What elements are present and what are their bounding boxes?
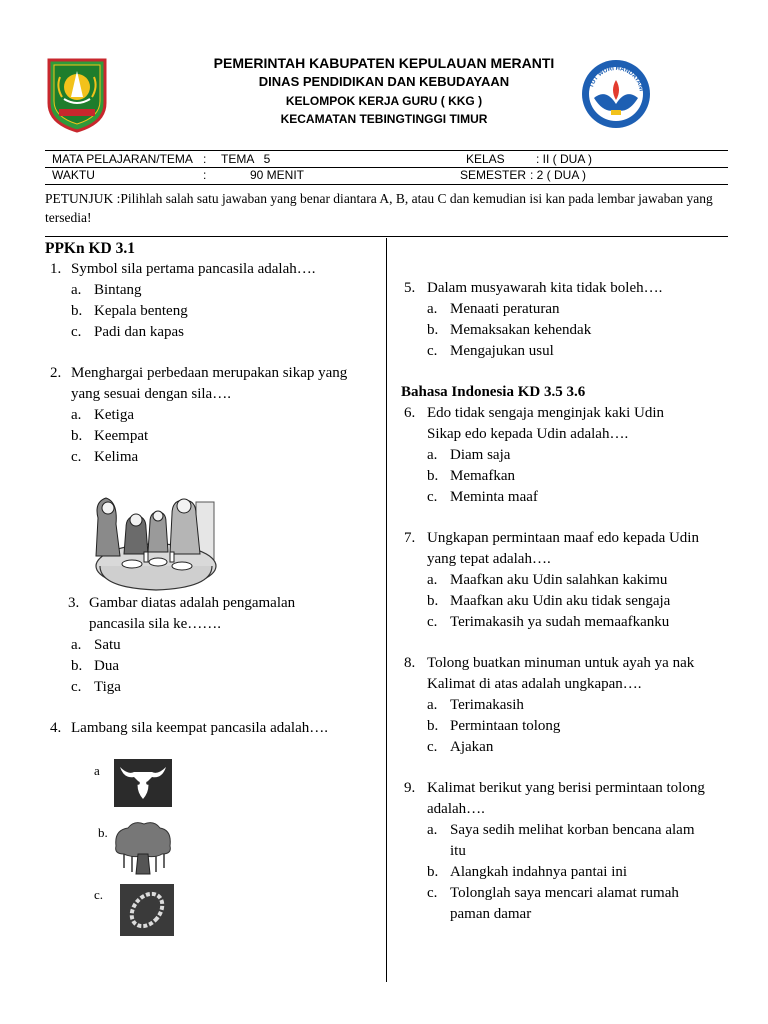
- semester-value: : 2 ( DUA ): [530, 168, 587, 182]
- q2-letter-b: b.: [71, 428, 83, 444]
- q9-letter-c: c.: [427, 885, 438, 901]
- q9-option-c-1: Tolonglah saya mencari alamat rumah: [450, 885, 679, 901]
- info-top-rule: [45, 150, 728, 151]
- q5-option-b: Memaksakan kehendak: [450, 322, 592, 338]
- subject-value: TEMA 5: [221, 152, 271, 166]
- header-line-4: KECAMATAN TEBINGTINGGI TIMUR: [280, 112, 488, 126]
- q5-number: 5.: [404, 280, 416, 296]
- class-value: : II ( DUA ): [536, 152, 593, 166]
- q2-text-2: yang sesuai dengan sila….: [71, 386, 231, 402]
- q6-option-a: Diam saja: [450, 447, 511, 463]
- header-line-3: KELOMPOK KERJA GURU ( KKG ): [285, 94, 483, 108]
- q4-text: Lambang sila keempat pancasila adalah….: [71, 720, 328, 736]
- q4-letter-b: b.: [98, 825, 108, 840]
- q2-option-c: Kelima: [94, 449, 139, 465]
- q8-option-c: Ajakan: [450, 739, 494, 755]
- q9-option-a-2: itu: [450, 843, 466, 859]
- header-line-1: PEMERINTAH KABUPATEN KEPULAUAN MERANTI: [213, 55, 555, 71]
- q5-letter-a: a.: [427, 301, 438, 317]
- q1-number: 1.: [50, 261, 62, 277]
- q6-letter-c: c.: [427, 489, 438, 505]
- q6-option-c: Meminta maaf: [450, 489, 538, 505]
- q9-text-2: adalah….: [427, 801, 485, 817]
- q6-letter-a: a.: [427, 447, 438, 463]
- q5-option-c: Mengajukan usul: [450, 343, 554, 359]
- q8-text-2: Kalimat di atas adalah ungkapan….: [427, 676, 642, 692]
- q1-option-a: Bintang: [94, 282, 142, 298]
- q8-text-1: Tolong buatkan minuman untuk ayah ya nak: [427, 655, 695, 671]
- q7-text-2: yang tepat adalah….: [427, 551, 551, 567]
- q4-number: 4.: [50, 720, 62, 736]
- instruction-text: PETUNJUK :Pilihlah salah satu jawaban yang benar diantara A, B, atau C dan kemudian isi kan pada lembar jawaban yang tersedia!: [45, 191, 713, 225]
- q2-option-b: Keempat: [94, 428, 149, 444]
- q1-text: Symbol sila pertama pancasila adalah….: [71, 261, 316, 277]
- q9-option-a-1: Saya sedih melihat korban bencana alam: [450, 822, 695, 838]
- q6-number: 6.: [404, 405, 416, 421]
- time-label: WAKTU: [52, 168, 95, 182]
- section-ppkn: PPKn KD 3.1: [45, 240, 135, 257]
- q2-letter-a: a.: [71, 407, 82, 423]
- q6-text-2: Sikap edo kepada Udin adalah….: [427, 426, 629, 442]
- banyan-tree-icon: [112, 820, 174, 876]
- q6-text-1: Edo tidak sengaja menginjak kaki Udin: [427, 405, 665, 421]
- q6-option-b: Memafkan: [450, 468, 515, 484]
- chain-icon: [120, 884, 174, 936]
- q8-letter-b: b.: [427, 718, 439, 734]
- q8-letter-a: a.: [427, 697, 438, 713]
- semester-label: SEMESTER: [460, 168, 527, 182]
- q3-option-c: Tiga: [94, 679, 121, 695]
- q7-option-a: Maafkan aku Udin salahkan kakimu: [450, 572, 668, 588]
- q1-letter-c: c.: [71, 324, 82, 340]
- q1-letter-b: b.: [71, 303, 83, 319]
- q5-letter-c: c.: [427, 343, 438, 359]
- q9-number: 9.: [404, 780, 416, 796]
- q7-number: 7.: [404, 530, 416, 546]
- q2-number: 2.: [50, 365, 62, 381]
- q5-option-a: Menaati peraturan: [450, 301, 560, 317]
- time-separator: :: [203, 168, 207, 182]
- subject-separator: :: [203, 152, 207, 166]
- q7-option-b: Maafkan aku Udin aku tidak sengaja: [450, 593, 671, 609]
- q3-option-a: Satu: [94, 637, 121, 653]
- header-line-2: DINAS PENDIDIKAN DAN KEBUDAYAAN: [258, 74, 510, 89]
- q3-text-2: pancasila sila ke…….: [89, 616, 222, 632]
- q8-letter-c: c.: [427, 739, 438, 755]
- q9-letter-a: a.: [427, 822, 438, 838]
- q9-letter-b: b.: [427, 864, 439, 880]
- q8-option-a: Terimakasih: [450, 697, 524, 713]
- q1-letter-a: a.: [71, 282, 82, 298]
- q3-letter-c: c.: [71, 679, 82, 695]
- q7-text-1: Ungkapan permintaan maaf edo kepada Udin: [427, 530, 699, 546]
- family-dining-illustration: [92, 494, 220, 592]
- q5-text: Dalam musyawarah kita tidak boleh….: [427, 280, 663, 296]
- q7-option-c: Terimakasih ya sudah memaafkanku: [450, 614, 670, 630]
- q1-option-b: Kepala benteng: [94, 303, 188, 319]
- q1-option-c: Padi dan kapas: [94, 324, 184, 340]
- q2-letter-c: c.: [71, 449, 82, 465]
- tut-wuri-handayani-icon: [580, 58, 652, 130]
- time-value: 90 MENIT: [250, 168, 305, 182]
- q9-option-c-2: paman damar: [450, 906, 532, 922]
- q7-letter-c: c.: [427, 614, 438, 630]
- q3-letter-b: b.: [71, 658, 83, 674]
- q3-number: 3.: [68, 595, 80, 611]
- q8-option-b: Permintaan tolong: [450, 718, 561, 734]
- q9-option-b: Alangkah indahnya pantai ini: [450, 864, 628, 880]
- q3-text-1: Gambar diatas adalah pengamalan: [89, 595, 296, 611]
- subject-label: MATA PELAJARAN/TEMA: [52, 152, 193, 166]
- q4-letter-a: a: [94, 763, 100, 778]
- section-bahasa-indonesia: Bahasa Indonesia KD 3.5 3.6: [401, 384, 586, 400]
- q3-option-b: Dua: [94, 658, 119, 674]
- info-bottom-rule: [45, 184, 728, 185]
- instruction-rule: [45, 236, 728, 237]
- q6-letter-b: b.: [427, 468, 439, 484]
- q5-letter-b: b.: [427, 322, 439, 338]
- q9-text-1: Kalimat berikut yang berisi permintaan tolong: [427, 780, 705, 796]
- svg-text:TUT WURI HANDAYANI: TUT WURI HANDAYANI: [588, 65, 644, 92]
- column-divider: [386, 238, 387, 982]
- bull-head-icon: [114, 759, 172, 807]
- q2-text-1: Menghargai perbedaan merupakan sikap yang: [71, 365, 348, 381]
- q4-letter-c: c.: [94, 887, 104, 902]
- q7-letter-a: a.: [427, 572, 438, 588]
- class-label: KELAS: [466, 152, 505, 166]
- q3-letter-a: a.: [71, 637, 82, 653]
- q7-letter-b: b.: [427, 593, 439, 609]
- q2-option-a: Ketiga: [94, 407, 134, 423]
- q8-number: 8.: [404, 655, 416, 671]
- info-mid-rule: [45, 167, 728, 168]
